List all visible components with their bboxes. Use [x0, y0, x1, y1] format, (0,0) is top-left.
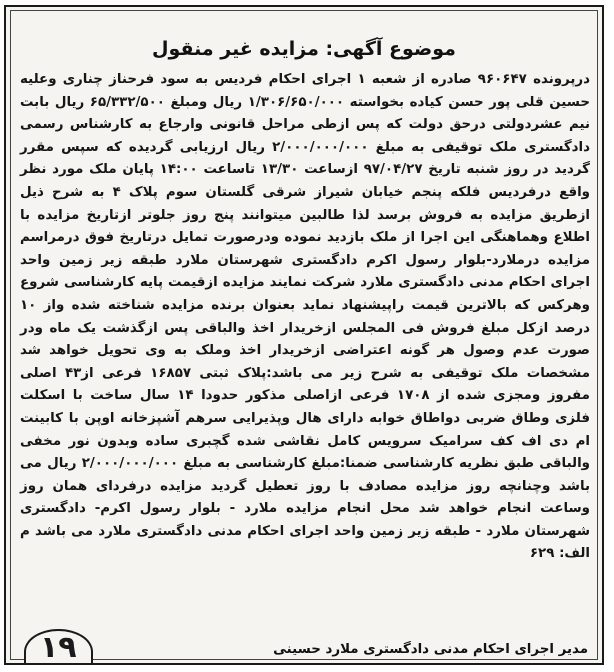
notice-signature: مدیر اجرای احکام مدنی دادگستری ملارد حسینی — [273, 642, 588, 657]
notice-body: درپرونده ۹۶۰۶۴۷ صادره از شعبه ۱ اجرای احکام فردیس به سود فرحناز چناری وعلیه حسین قلی پور حسن کیاده بخواسته ۱/۳۰۶/۶۵۰/۰۰۰ ریال ومبلغ ۶۵/۳۳۲/۵۰۰ ریال بابت نیم عشردولتی درحق دولت که پس ازطی مراحل قانونی وارجاع به کارشناس رسمی دادگستری ملک توقیفی به مبلغ ۲/۰۰۰/۰۰۰/۰۰۰ ریال ارزیابی گردیده که سپس مقرر گردید در روز شنبه تاریخ ۹۷/۰۴/۲۷ ازساعت ۱۳/۳۰ تاساعت ۱۴:۰۰ پایان ملک مورد نظر واقع درفردیس فلکه پنجم خیابان شیراز شرقی گلستان سوم پلاک ۴ به شرح ذیل ازطریق مزایده به فروش برسد لذا طالبین میتوانند پنج روز جلوتر ازتاریخ مزایده با اطلاع وهماهنگی این اجرا از ملک بازدید نموده ودرصورت تمایل درتاریخ فوق درمراسم مزایده درملارد-بلوار رسول اکرم دادگستری شهرستان ملارد طبقه زیر زمین واحد اجرای احکام مدنی دادگستری ملارد شرکت نمایند مزایده ازقیمت پایه کارشناسی شروع وهرکس که بالاترین قیمت راپیشنهاد نماید بعنوان برنده مزایده شناخته شده واز ۱۰ درصد ازکل مبلغ فروش فی المجلس ازخریدار اخذ والباقی پس ازگذشت یک ماه ودر صورت عدم وصول هر گونه اعتراضی ازخریدار اخذ وملک به وی تحویل خواهد شد مشخصات ملک توقیفی به شرح زیر می باشد:پلاک ثبتی ۱۶۸۵۷ فرعی از۴۳ اصلی مفروز ومجزی شده از ۱۷۰۸ فرعی ازاصلی مذکور حدودا ۱۴ سال ساخت با اسکلت فلزی وطاق ضربی دواطاق خوابه دارای هال وپذیرایی سرهم آشپزخانه اوپن با کابینت ام دی اف کف سرامیک سرویس کامل نقاشی شده گچبری ساده وبدون نور مخفی والباقی طبق نظریه کارشناسی ضمنا:مبلغ کارشناسی به مبلغ ۲/۰۰۰/۰۰۰/۰۰۰ ریال می باشد وچنانچه روز مزایده مصادف با روز تعطیل گردید مزایده درفردای همان روز وساعت انجام خواهد شد محل انجام مزایده ملارد - بلوار رسول اکرم- دادگستری شهرستان ملارد - طبقه زیر زمین واحد اجرای احکام مدنی دادگستری ملارد می باشد م الف: ۶۲۹ — [20, 72, 590, 562]
notice-title: موضوع آگهی: مزایده غیر منقول — [152, 38, 456, 60]
auction-notice — [4, 5, 604, 665]
page-number: ۱۹ — [24, 629, 93, 665]
